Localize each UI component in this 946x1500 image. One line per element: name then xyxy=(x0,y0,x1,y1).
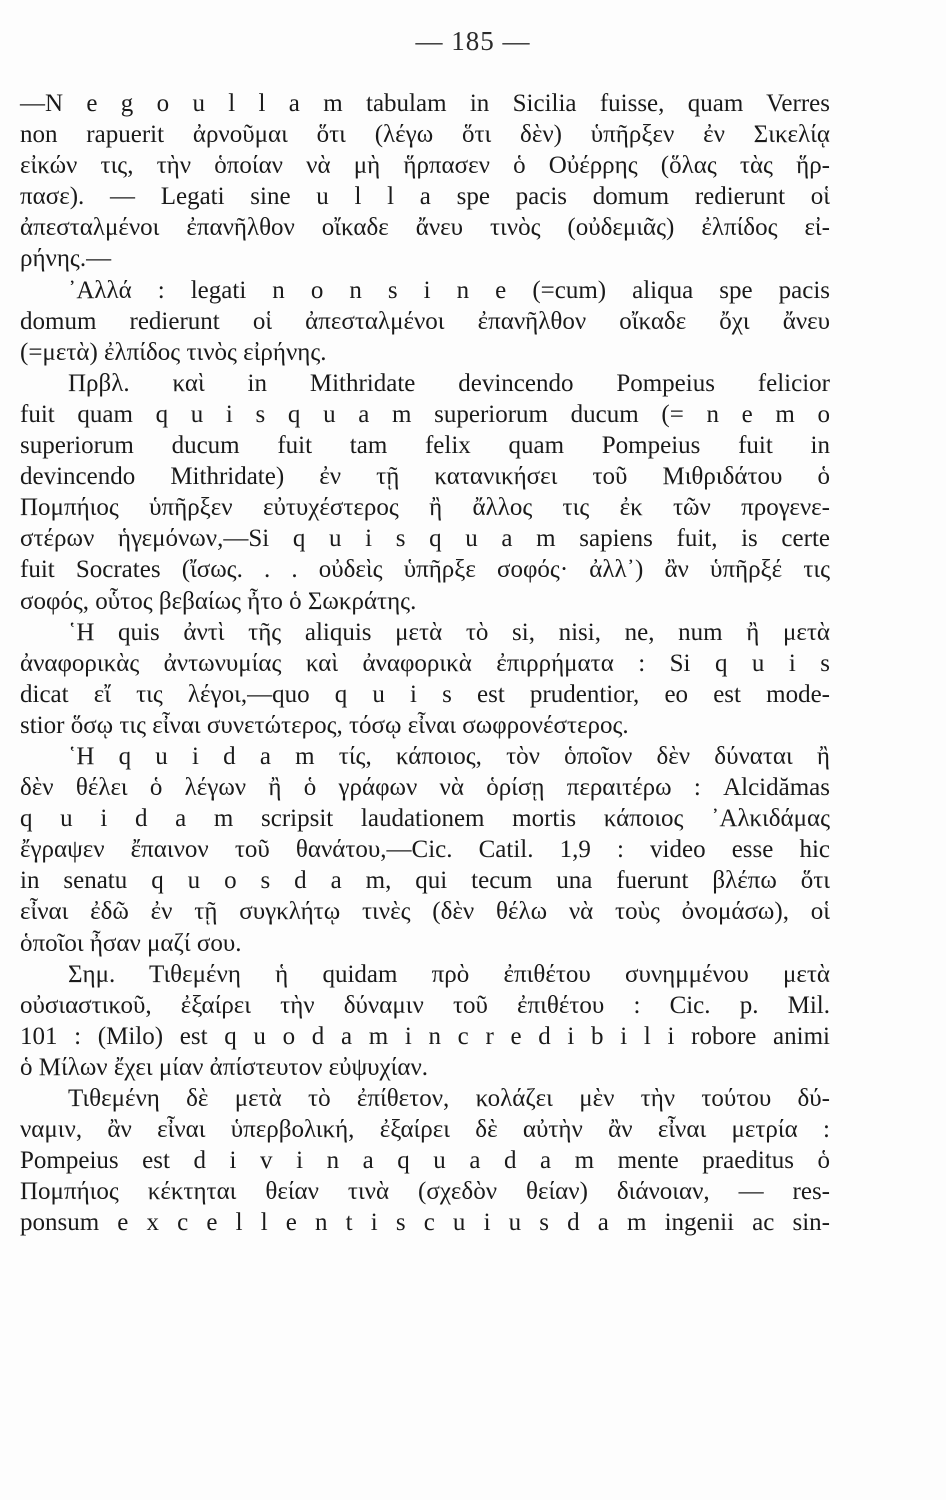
text-line: δὲν θέλει ὁ λέγων ἢ ὁ γράφων νὰ ὁρίσῃ περαιτέρω : Alcidămas xyxy=(20,774,830,802)
text-line: ὁ Μίλων ἔχει μίαν ἀπίστευτον εὐψυχίαν. xyxy=(20,1053,429,1081)
text-line: in senatu q u o s d a m, qui tecum una fuerunt βλέπω ὅτι xyxy=(20,867,830,895)
text-line: Πομπήιος κέκτηται θείαν τινὰ (σχεδὸν θείαν) διάνοιαν, — res- xyxy=(20,1178,830,1206)
body-text xyxy=(20,88,830,1238)
text-line: ἀναφορικὰς ἀντωνυμίας καὶ ἀναφορικὰ ἐπιρρήματα : Si q u i s xyxy=(20,649,830,677)
text-line: Τιθεμένη δὲ μετὰ τὸ ἐπίθετον, κολάζει μὲν τὴν τούτου δύ- xyxy=(68,1085,830,1112)
text-line: Πομπήιος ὑπῆρξεν εὐτυχέστερος ἢ ἄλλος τις ἐκ τῶν προγενε- xyxy=(20,494,830,522)
text-line: stior ὅσῳ τις εἶναι συνετώτερος, τόσῳ εἶναι σωφρονέστερος. xyxy=(20,711,629,739)
text-line: πασε). — Legati sine u l l a spe pacis domum redierunt οἱ xyxy=(20,183,830,211)
text-line: ἀπεσταλμένοι ἐπανῆλθον οἴκαδε ἄνευ τινὸς (οὐδεμιᾶς) ἐλπίδος εἰ- xyxy=(20,214,830,242)
text-line: ῾Η quis ἀντὶ τῆς aliquis μετὰ τὸ si, nisi, ne, num ἢ μετὰ xyxy=(68,618,830,646)
text-line: ponsum e x c e l l e n t i s c u i u s d a m ingenii ac sin- xyxy=(20,1209,830,1237)
text-line: ὁποῖοι ἦσαν μαζί σου. xyxy=(20,929,242,957)
text-line: στέρων ἡγεμόνων,—Si q u i s q u a m sapiens fuit, is certe xyxy=(20,525,830,553)
text-line: ἔγραψεν ἔπαινον τοῦ θανάτου,—Cic. Catil. 1,9 : video esse hic xyxy=(20,836,830,864)
text-line: ρήνης.— xyxy=(20,245,112,273)
text-line: ναμιν, ἂν εἶναι ὑπερβολική, ἐξαίρει δὲ αὐτὴν ἂν εἶναι μετρία : xyxy=(20,1116,830,1144)
text-line: fuit quam q u i s q u a m superiorum ducum (= n e m o xyxy=(20,400,830,428)
text-line: εἰκών τις, τὴν ὁποίαν νὰ μὴ ἥρπασεν ὁ Οὐέρρης (ὅλας τὰς ἥρ- xyxy=(20,152,830,180)
text-line: superiorum ducum fuit tam felix quam Pompeius fuit in xyxy=(20,432,830,460)
text-line: σοφός, οὗτος βεβαίως ἦτο ὁ Σωκράτης. xyxy=(20,587,417,615)
text-line: Pompeius est d i v i n a q u a d a m mente praeditus ὁ xyxy=(20,1147,830,1175)
text-line: 101 : (Milo) est q u o d a m i n c r e d i b i l i robore animi xyxy=(20,1022,830,1050)
text-line: devincendo Mithridate) ἐν τῇ κατανικήσει τοῦ Μιθριδάτου ὁ xyxy=(20,463,830,491)
text-line: οὐσιαστικοῦ, ἐξαίρει τὴν δύναμιν τοῦ ἐπιθέτου : Cic. p. Mil. xyxy=(20,991,830,1019)
text-line: non rapuerit ἀρνοῦμαι ὅτι (λέγω ὅτι δὲν) ὑπῆρξεν ἐν Σικελίᾳ xyxy=(20,121,830,149)
text-line: fuit Socrates (ἴσως. . . οὐδεὶς ὑπῆρξε σοφός· ἀλλ᾿) ἂν ὑπῆρξέ τις xyxy=(20,556,830,584)
page-number: — 185 — xyxy=(415,26,531,56)
text-line: (=μετὰ) ἐλπίδος τινὸς εἰρήνης. xyxy=(20,338,327,366)
text-line: εἶναι ἐδῶ ἐν τῇ συγκλήτῳ τινὲς (δὲν θέλω νὰ τοὺς ὀνομάσω), οἱ xyxy=(20,898,830,926)
text-line: dicat εἴ τις λέγοι,—quo q u i s est prudentior, eo est mode- xyxy=(20,680,830,708)
text-line: q u i d a m scripsit laudationem mortis κάποιος ᾿Αλκιδάμας xyxy=(20,805,830,833)
text-line: —N e g o u l l a m tabulam in Sicilia fuisse, quam Verres xyxy=(20,90,830,117)
text-line: Σημ. Τιθεμένη ἡ quidam πρὸ ἐπιθέτου συνημμένου μετὰ xyxy=(68,960,830,988)
text-line: ᾿Αλλά : legati n o n s i n e (=cum) aliqua spe pacis xyxy=(68,276,830,304)
text-line: ῾Η q u i d a m τίς, κάποιος, τὸν ὁποῖον δὲν δύναται ἢ xyxy=(68,742,830,770)
text-line: domum redierunt οἱ ἀπεσταλμένοι ἐπανῆλθον οἴκαδε ὄχι ἄνευ xyxy=(20,307,830,335)
text-line: Πρβλ. καὶ in Mithridate devincendo Pompeius felicior xyxy=(68,369,830,397)
